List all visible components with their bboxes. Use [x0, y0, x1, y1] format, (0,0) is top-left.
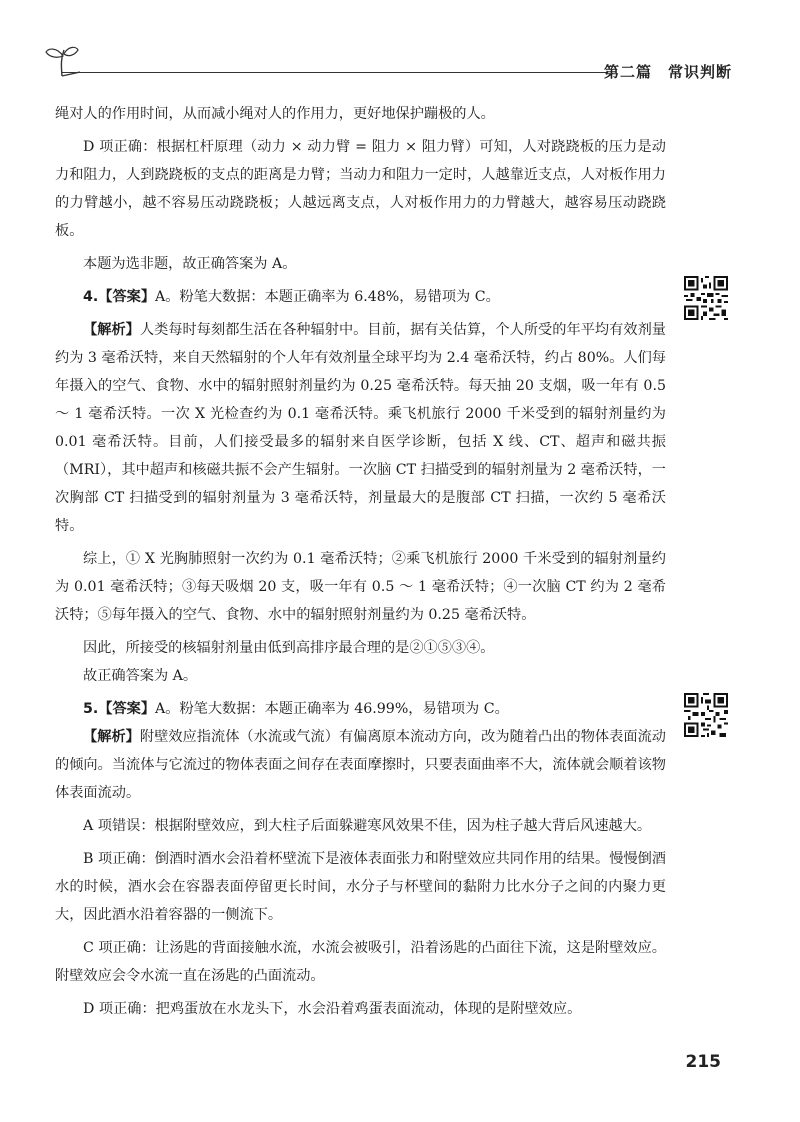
q4-analysis-text: 人类每时每刻都生活在各种辐射中。目前，据有关估算，个人所受的年平均有效剂量约为 3 毫希沃特，来自天然辐射的个人年有效剂量全球平均为 2.4 毫希沃特，约占 80%。人们每年摄入的空气、食物、水中的辐射照射剂量约为 0.25 毫希沃特。每天抽 20 支烟，吸一年有 0.5 ～ 1 毫希沃特。一次 X 光检查约为 0.1 毫希沃特。乘飞机旅行 2000 千米受到的辐射剂量约为 0.01 毫希沃特。目前，人们接受最多的辐射来自医学诊断，包括 X 线、CT、超声和磁共振（MRI），其中超声和核磁共振不会产生辐射。一次脑 CT 扫描受到的辐射剂量为 2 毫希沃特，一次胸部 CT 扫描受到的辐射剂量为 3 毫希沃特，剂量最大的是腹部 CT 扫描，一次约 5 毫希沃特。: [55, 322, 666, 534]
page-number: 215: [685, 1052, 721, 1072]
paragraph-answer-note: 本题为选非题，故正确答案为 A。: [83, 256, 297, 272]
q4-answer: [55, 283, 666, 311]
q5-option-a: A 项错误：根据附壁效应，到大柱子后面躲避寒风效果不佳，因为柱子越大背后风速越大。: [83, 818, 652, 834]
paragraph-option-d: D 项正确：根据杠杆原理（动力 × 动力臂 = 阻力 × 阻力臂）可知，人对跷跷板的压力是动力和阻力，人到跷跷板的支点的距离是力臂；当动力和阻力一定时，人越靠近支点，人对板作用力的力臂越小，越不容易压动跷跷板；人越远离支点，人对板作用力的力臂越大，越容易压动跷跷板。: [55, 139, 666, 239]
q4-analysis: [55, 316, 666, 540]
qr-code-icon[interactable]: [684, 693, 728, 737]
q5-option-d: D 项正确：把鸡蛋放在水龙头下，水会沿着鸡蛋表面流动，体现的是附壁效应。: [83, 1001, 582, 1017]
q5-option-b: B 项正确：倒酒时酒水会沿着杯壁流下是液体表面张力和附壁效应共同作用的结果。慢慢倒酒水的时候，酒水会在容器表面停留更长时间，水分子与杯壁间的黏附力比水分子之间的内聚力更大，因此酒水沿着容器的一侧流下。: [55, 851, 666, 923]
q5-answer-tag: 5.【答案】: [83, 701, 156, 717]
section-title: 第二篇 常识判断: [603, 63, 732, 81]
q5-answer-text: A。粉笔大数据：本题正确率为 46.99%，易错项为 C。: [155, 701, 509, 717]
q5-option-c: C 项正确：让汤匙的背面接触水流，水流会被吸引，沿着汤匙的凸面往下流，这是附壁效应。附壁效应会令水流一直在汤匙的凸面流动。: [55, 940, 666, 984]
q5-analysis-text: 附壁效应指流体（水流或气流）有偏离原本流动方向，改为随着凸出的物体表面流动的倾向。当流体与它流过的物体表面之间存在表面摩擦时，只要表面曲率不大，流体就会顺着该物体表面流动。: [55, 729, 666, 801]
q4-answer-tag: 4.【答案】: [83, 289, 156, 305]
q4-analysis-tag: 【解析】: [83, 322, 140, 338]
header-rule: [62, 72, 608, 73]
qr-code-icon[interactable]: [684, 276, 728, 320]
page-content: [55, 100, 666, 1028]
paragraph-continuation: 绳对人的作用时间，从而减小绳对人的作用力，更好地保护蹦极的人。: [55, 106, 495, 122]
q4-final-answer: 故正确答案为 A。: [83, 668, 198, 684]
q5-analysis: [55, 723, 666, 807]
q5-answer: [55, 695, 666, 723]
q4-summary: 综上，① X 光胸肺照射一次约为 0.1 毫希沃特；②乘飞机旅行 2000 千米受到的辐射剂量约为 0.01 毫希沃特；③每天吸烟 20 支，吸一年有 0.5 ～ 1 毫希沃特；④一次脑 CT 约为 2 毫希沃特；⑤每年摄入的空气、食物、水中的辐射照射剂量约为 0.25 毫希沃特。: [55, 551, 666, 623]
q5-analysis-tag: 【解析】: [83, 729, 140, 745]
q4-answer-text: A。粉笔大数据：本题正确率为 6.48%，易错项为 C。: [155, 289, 500, 305]
q4-conclusion: 因此，所接受的核辐射剂量由低到高排序最合理的是②①⑤③④。: [83, 640, 495, 656]
